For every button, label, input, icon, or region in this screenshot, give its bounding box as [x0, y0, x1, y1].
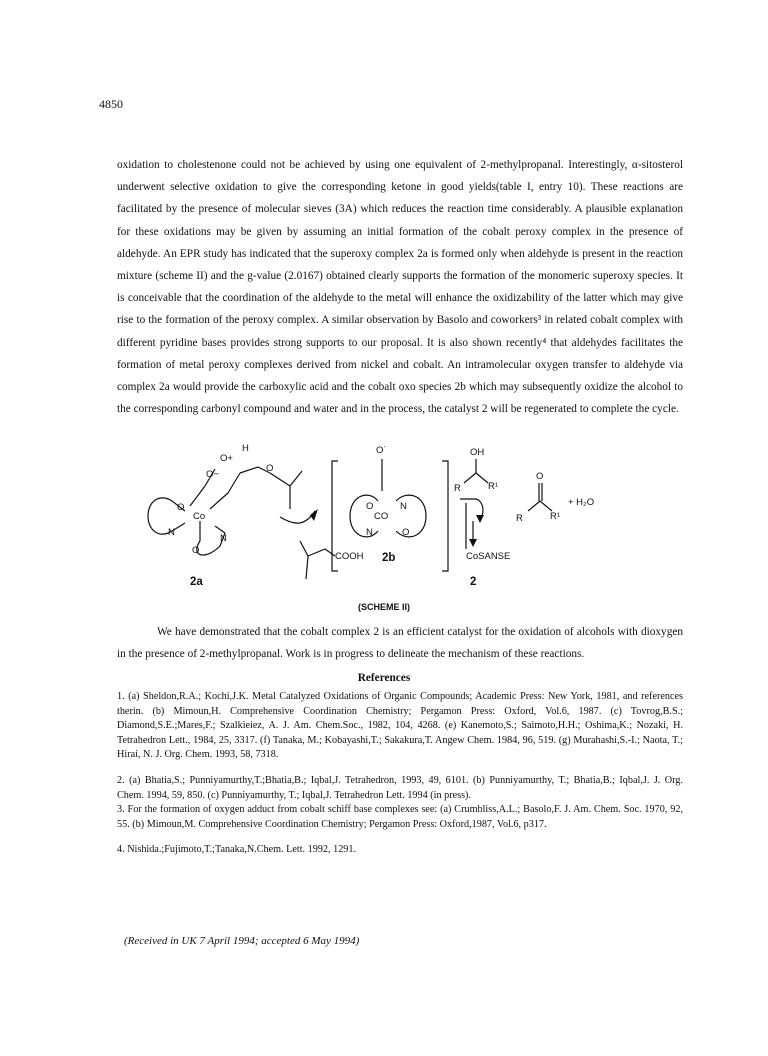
- atom-o: O: [192, 545, 200, 556]
- atom-n: N: [366, 527, 373, 538]
- body-paragraph: [117, 154, 683, 420]
- atom-n: N: [400, 501, 407, 512]
- label-2b: 2b: [382, 552, 396, 564]
- oxidation-step: [454, 447, 594, 588]
- label-2a: 2a: [190, 576, 203, 588]
- atom-o: O: [402, 527, 410, 538]
- arrow-1: [280, 509, 364, 579]
- atom-co-upper: CO: [374, 511, 389, 522]
- conclusion-paragraph: [117, 621, 683, 665]
- atom-co: Co: [193, 511, 206, 522]
- atom-r: R: [516, 513, 523, 524]
- atom-r: R: [454, 483, 461, 494]
- atom-o: O: [536, 471, 544, 482]
- reference-item: 4. Nishida.;Fujimoto,T.;Tanaka,N.Chem. Lett. 1992, 1291.: [117, 844, 357, 856]
- reference-item: 2. (a) Bhatia,S.; Punniyamurthy,T.;Bhatia,B.; Iqbal,J. Tetrahedron, 1993, 49, 6101. (b) Punniyamurthy, T.; Bhatia,B.; Iqbal,J. J. Org. Chem. 1994, 59, 850. (c) Punniyamurthy, T.; Iqbal,J. Tetrahedron Lett. 1994 (in press).: [117, 774, 683, 801]
- atom-r1: R¹: [550, 511, 561, 522]
- atom-o-minus: O−: [206, 469, 219, 480]
- conclusion-text: We have demonstrated that the cobalt complex 2 is an efficient catalyst for the oxidation of alcohols with dioxygen in the presence of 2-methylpropanal. Work is in progress to delineate the mechanism of these reactions.: [117, 626, 683, 661]
- references-list: [117, 690, 683, 858]
- page-number: 4850: [99, 97, 123, 111]
- scheme-drawing: [130, 431, 630, 601]
- body-paragraph-text: oxidation to cholestenone could not be achieved by using one equivalent of 2-methylpropanal. Interestingly, α-sitosterol underwent selective oxidation to give the corresponding ketone in good yields(table I, entry 10). These reactions are facilitated by the presence of molecular sieves (3A) which reduces the reaction time considerably. A plausible explanation for these oxidations may be given by assuming an initial formation of the cobalt peroxy complex in the presence of aldehyde. An EPR study has indicated that the superoxy complex 2a is formed only when aldehyde is present in the reaction mixture (scheme II) and the g-value (2.0167) obtained clearly supports the formation of the monomeric superoxy species. It is conceivable that the coordination of the aldehyde to the metal will enhance the oxidizability of the latter which may give rise to the formation of the peroxy complex. A similar observation by Basolo and coworkers³ in related cobalt complex with different pyridine bases provides strong supports to our proposal. It is also shown recently⁴ that aldehydes facilitates the formation of metal peroxy complexes derived from nickel and cobalt. An intramolecular oxygen transfer to aldehyde via complex 2a would provide the carboxylic acid and the cobalt oxo species 2b which may subsequently oxidize the alcohol to the corresponding carbonyl compound and water and in the process, the catalyst 2 will be regenerated to complete the cycle.: [117, 159, 683, 416]
- atom-h: H: [242, 443, 249, 454]
- atom-water: + H₂O: [568, 497, 595, 508]
- atom-n: N: [168, 527, 175, 538]
- atom-o-plus: O+: [220, 453, 233, 464]
- atom-o: O: [266, 463, 274, 474]
- atom-o: O: [366, 501, 374, 512]
- atom-o-dot: O˙: [376, 445, 387, 456]
- reference-item: 3. For the formation of oxygen adduct from cobalt schiff base complexes see: (a) Crumbliss,A.L.; Basolo,F. J. Am. Chem. Soc. 1970, 92, 55. (b) Mimoun,M. Comprehensive Coordination Chemistry; Pergamon Press: Oxford,1987, Vol.6, p317.: [117, 804, 683, 830]
- reference-item: 1. (a) Sheldon,R.A.; Kochi,J.K. Metal Catalyzed Oxidations of Organic Compounds; Academic Press: New York, 1981, and references therin. (b) Mimoun,H. Comprehensive Coordination Chemistry; Pergamon Press: Oxford, Vol.6, 1987. (c) Tovrog,B.S.; Diamond,S.E.;Mares,F.; Szalkieiez, A. J. Am. Chem.Soc., 1982, 104, 4268. (e) Kanemoto,S.; Saimoto,H.H.; Oshima,K.; Nozaki, H. Tetrahedron Lett., 1984, 25, 3317. (f) Tanaka, M.; Kobayashi,T.; Sakakura,T. Angew Chem. 1984, 96, 519. (g) Murahashi,S.-I.; Naota, T.; Hirai, N. J. Org. Chem. 1993, 58, 7318.: [117, 691, 683, 761]
- scheme-caption: (SCHEME II): [357, 602, 410, 612]
- atom-o: O: [177, 502, 185, 513]
- references-heading: References: [357, 672, 411, 684]
- atom-cosanse: CoSANSE: [466, 551, 511, 562]
- reaction-scheme: [130, 431, 630, 601]
- atom-oh: OH: [470, 447, 485, 458]
- complex-2a: [148, 443, 302, 588]
- received-dates: (Received in UK 7 April 1994; accepted 6 May 1994): [124, 935, 360, 947]
- atom-r1: R¹: [488, 481, 499, 492]
- atom-cooh: COOH: [335, 551, 364, 562]
- atom-n: N: [220, 533, 227, 544]
- label-2: 2: [470, 576, 477, 588]
